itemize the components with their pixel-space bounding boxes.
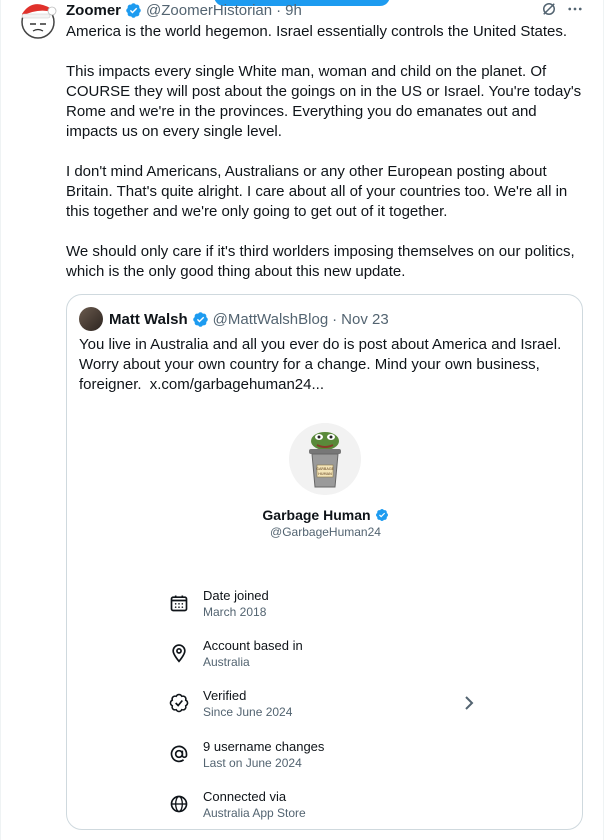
info-value: Australia App Store (203, 806, 306, 820)
globe-icon (169, 794, 189, 814)
info-row-verified[interactable] (169, 687, 292, 721)
verified-badge-icon[interactable] (192, 311, 209, 328)
tweet-paragraph: We should only care if it's third worlders imposing themselves on our politics, which is the only good thing about this new update. (66, 243, 575, 280)
info-row-date-joined (169, 587, 269, 621)
quote-author-handle[interactable]: @MattWalshBlog (212, 310, 329, 328)
tweet-actions (540, 0, 584, 18)
info-row-account-based-in (169, 637, 303, 671)
quote-author-avatar[interactable] (79, 307, 103, 331)
verified-badge-icon[interactable] (125, 2, 142, 19)
info-value: Australia (203, 655, 250, 669)
info-label: Verified (203, 688, 247, 703)
info-row-username-changes (169, 738, 324, 772)
more-options-icon[interactable] (566, 0, 584, 18)
separator-dot: · (276, 1, 282, 19)
info-label: Account based in (203, 638, 303, 653)
location-pin-icon (169, 643, 189, 663)
info-value: March 2018 (203, 605, 267, 619)
quote-link[interactable]: x.com/garbagehuman24... (149, 376, 324, 393)
quote-body (79, 335, 569, 395)
info-label: Connected via (203, 789, 287, 804)
info-row-connected-via (169, 788, 306, 822)
quote-date[interactable]: Nov 23 (341, 310, 389, 328)
grok-icon[interactable] (540, 0, 558, 18)
zoomer-avatar[interactable] (18, 0, 58, 40)
tweet-body (66, 22, 590, 302)
tweet-paragraph: I don't mind Americans, Australians or any other European posting about Britain. That's quite alright. I care about all of your countries too. We're all in this together and we're only going to get out of it together. (66, 163, 568, 220)
quoted-tweet[interactable] (66, 294, 583, 830)
tweet-paragraph: America is the world hegemon. Israel essentially controls the United States. (66, 23, 568, 40)
quote-header (79, 307, 389, 331)
verified-badge-icon (375, 508, 389, 522)
separator-dot: · (332, 310, 338, 328)
tweet-header (66, 0, 302, 20)
info-label: Date joined (203, 588, 269, 603)
info-value: Since June 2024 (203, 705, 293, 719)
verified-badge-icon (169, 693, 189, 713)
pepe-trash-can-avatar (289, 423, 361, 495)
profile-handle: @GarbageHuman24 (270, 525, 381, 539)
quote-author-name[interactable]: Matt Walsh (109, 310, 188, 328)
tweet-time[interactable]: 9h (285, 1, 302, 19)
can-label-text: GARBAGE (316, 467, 334, 471)
info-label: 9 username changes (203, 739, 325, 754)
calendar-icon (169, 593, 189, 613)
quote-text: You live in Australia and all you ever do is post about America and Israel. Worry about your own country for a change. Mind your own business, foreigner. (79, 336, 562, 393)
author-handle[interactable]: @ZoomerHistorian (146, 1, 273, 19)
profile-name (67, 507, 583, 523)
profile-screenshot (67, 415, 583, 830)
tweet-paragraph: This impacts every single White man, woman and child on the planet. Of COURSE they will post about the goings on in the US or Israel. You're today's Rome and we're in the provinces. Everything you do emanates out and impacts us on every single level. (66, 63, 582, 140)
chevron-right-icon[interactable] (463, 695, 475, 711)
info-value: Last on June 2024 (203, 756, 302, 770)
can-label-text: HUMAN (318, 472, 332, 476)
author-name[interactable]: Zoomer (66, 1, 122, 19)
at-sign-icon (169, 744, 189, 764)
profile-name-text: Garbage Human (262, 507, 371, 523)
